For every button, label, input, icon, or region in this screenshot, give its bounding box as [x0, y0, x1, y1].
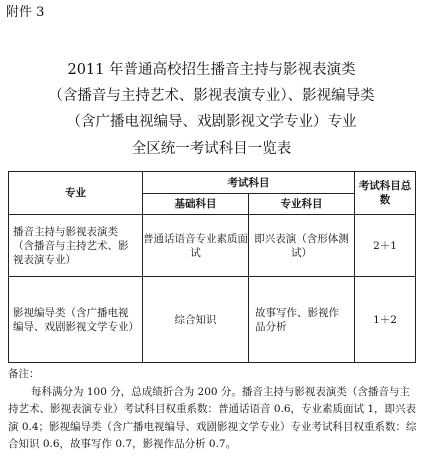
header-total-subjects: 考试科目总数: [355, 172, 416, 215]
row-1-major: 播音主持与影视表演类（含播音与主持艺术、影视表演专业）: [9, 215, 143, 277]
header-major: 专业: [9, 172, 143, 215]
table-row: [9, 215, 416, 277]
row-2-major: 影视编导类（含广播电视编导、戏剧影视文学专业）: [9, 277, 143, 363]
title-line-3: （含广播电视编导、戏剧影视文学专业）专业: [66, 114, 357, 130]
row-1-total: 2＋1: [355, 215, 416, 277]
notes-text: 每科满分为 100 分，总成绩折合为 200 分。播音主持与影视表演类（含播音与主持艺术、影视表演专业）考试科目权重系数：普通话语音 0.6，专业素质面试 1，即兴表演 0.4；影视编导类（含广播电视编导、戏剧影视文学专业）专业考试科目权重系数：综合知识 0.6，故事写作 0.7，影视作品分析 0.7。: [8, 385, 417, 450]
notes: [8, 366, 418, 454]
row-2-basic: 综合知识: [143, 277, 249, 363]
notes-label: 备注：: [8, 368, 40, 380]
header-exam-subjects: 考试科目: [143, 172, 355, 194]
row-1-professional: 即兴表演（含形体测试）: [249, 215, 355, 277]
row-2-professional: 故事写作、影视作品分析: [249, 277, 355, 363]
table-row: [9, 277, 416, 363]
attachment-label: 附件 3: [6, 5, 45, 20]
title-line-4: 全区统一考试科目一览表: [131, 141, 292, 157]
title-line-2: （含播音与主持艺术、影视表演专业）、影视编导类: [48, 88, 375, 104]
exam-subjects-table: [8, 171, 416, 363]
header-basic-subjects: 基础科目: [143, 194, 249, 215]
row-1-basic: 普通话语音专业素质面试: [143, 215, 249, 277]
table-header-row: [9, 172, 416, 194]
row-2-total: 1＋2: [355, 277, 416, 363]
header-professional-subjects: 专业科目: [249, 194, 355, 215]
title-line-1: 2011 年普通高校招生播音主持与影视表演类: [67, 62, 356, 78]
